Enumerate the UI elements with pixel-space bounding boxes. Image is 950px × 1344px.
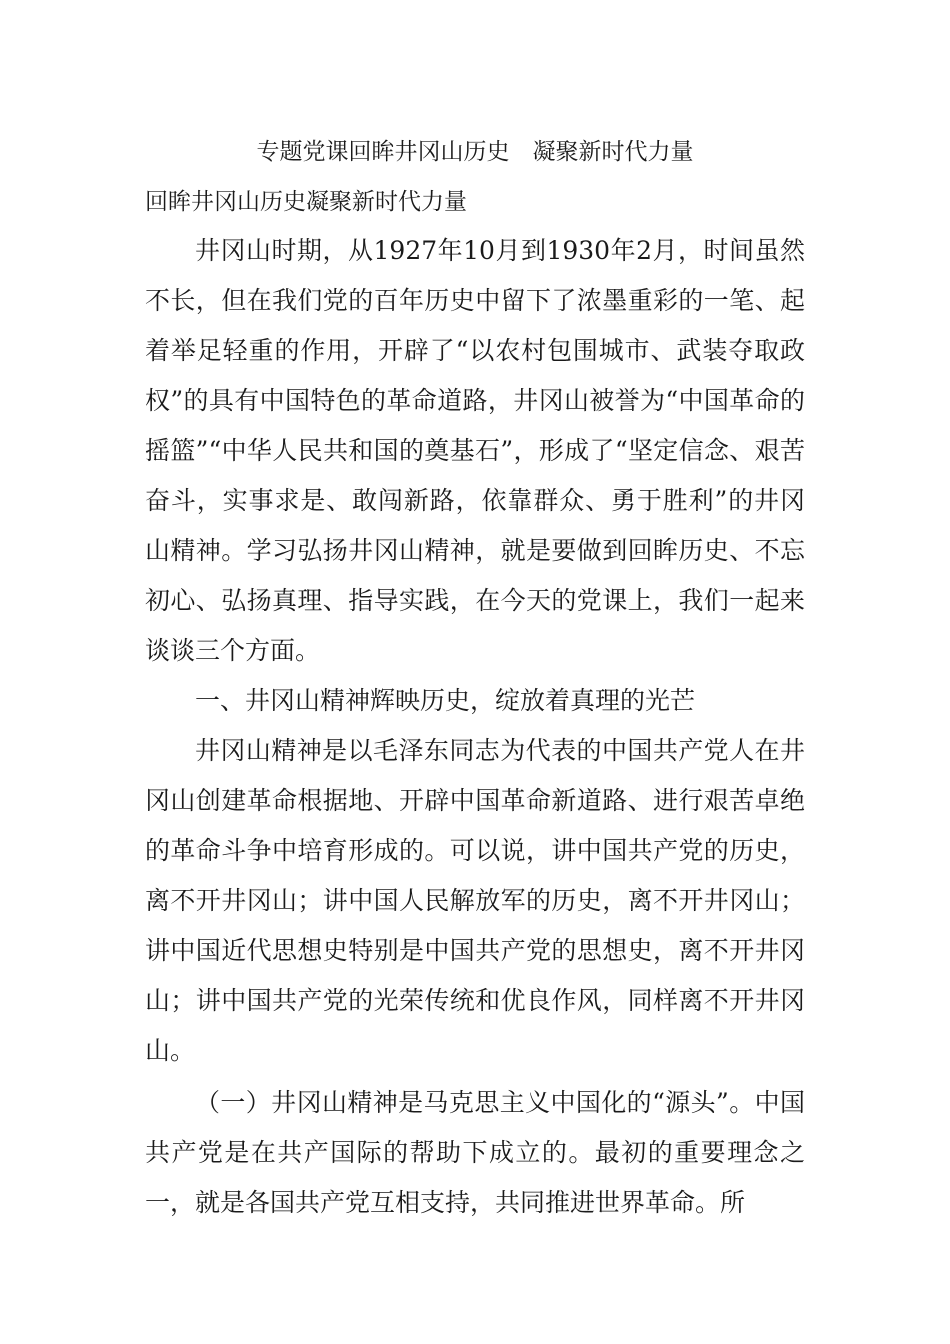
section-heading-one: 一、井冈山精神辉映历史，绽放着真理的光芒 (195, 686, 696, 715)
document-body (145, 226, 805, 1228)
paragraph-subsection-one: （一）井冈山精神是马克思主义中国化的“源头”。中国共产党是在共产国际的帮助下成立的。最初的重要理念之一，就是各国共产党互相支持，共同推进世界革命。所 (145, 1088, 805, 1217)
paragraph-jinggangshan-spirit: 井冈山精神是以毛泽东同志为代表的中国共产党人在井冈山创建革命根据地、开辟中国革命新道路、进行艰苦卓绝的革命斗争中培育形成的。可以说，讲中国共产党的历史，离不开井冈山；讲中国人民解放军的历史，离不开井冈山；讲中国近代思想史特别是中国共产党的思想史，离不开井冈山；讲中国共产党的光荣传统和优良作风，同样离不开井冈山。 (145, 736, 805, 1065)
paragraph-intro: 井冈山时期，从1927年10月到1930年2月，时间虽然不长，但在我们党的百年历史中留下了浓墨重彩的一笔、起着举足轻重的作用，开辟了“以农村包围城市、武装夺取政权”的具有中国特色的革命道路，井冈山被誉为“中国革命的摇篮”“中华人民共和国的奠基石”，形成了“坚定信念、艰苦奋斗，实事求是、敢闯新路，依靠群众、勇于胜利”的井冈山精神。学习弘扬井冈山精神，就是要做到回眸历史、不忘初心、弘扬真理、指导实践，在今天的党课上，我们一起来谈谈三个方面。 (145, 236, 805, 665)
document-subtitle: 回眸井冈山历史凝聚新时代力量 (145, 189, 467, 215)
document-title: 专题党课回眸井冈山历史 凝聚新时代力量 (256, 139, 694, 165)
